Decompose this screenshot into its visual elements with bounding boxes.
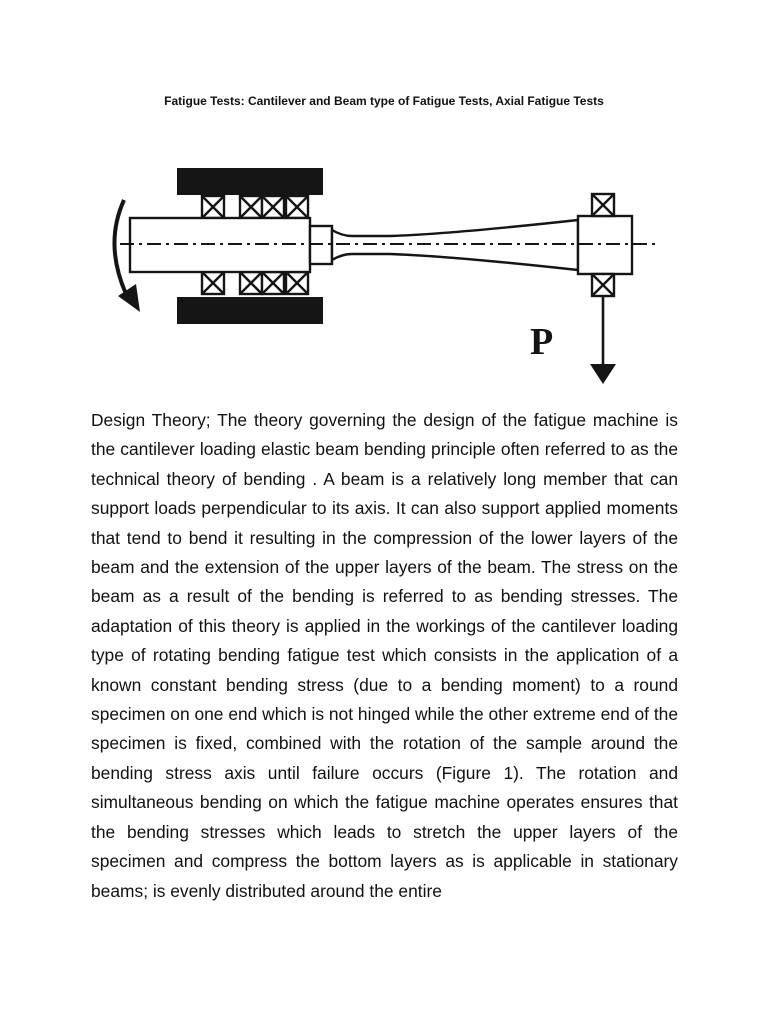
bottom-clamp-block — [177, 297, 323, 324]
top-bearings — [202, 196, 308, 218]
load-label: P — [530, 321, 554, 363]
cantilever-fatigue-diagram — [90, 158, 670, 398]
page-title: Fatigue Tests: Cantilever and Beam type of Fatigue Tests, Axial Fatigue Tests — [164, 94, 604, 108]
top-clamp-block — [177, 168, 323, 195]
body-paragraph: Design Theory; The theory governing the design of the fatigue machine is the cantilever loading elastic beam bending principle often referred to as the technical theory of bending . A beam is a relatively long member that can support loads perpendicular to its axis. It can also support applied moments that tend to bend it resulting in the compression of the lower layers of the beam and the extension of the upper layers of the beam. The stress on the beam as a result of the bending is referred to as bending stresses. The adaptation of this theory is applied in the workings of the cantilever loading type of rotating bending fatigue test which consists in the application of a known constant bending stress (due to a bending moment) to a round specimen on one end which is not hinged while the other extreme end of the specimen is fixed, combined with the rotation of the sample around the bending stress axis until failure occurs (Figure 1). The rotation and simultaneous bending on which the fatigue machine operates ensures that the bending stresses which leads to stretch the upper layers of the specimen and compress the bottom layers as is applicable in stationary beams; is evenly distributed around the entire — [91, 410, 678, 901]
bottom-bearings — [202, 272, 308, 294]
load-arrow-icon — [590, 296, 616, 384]
